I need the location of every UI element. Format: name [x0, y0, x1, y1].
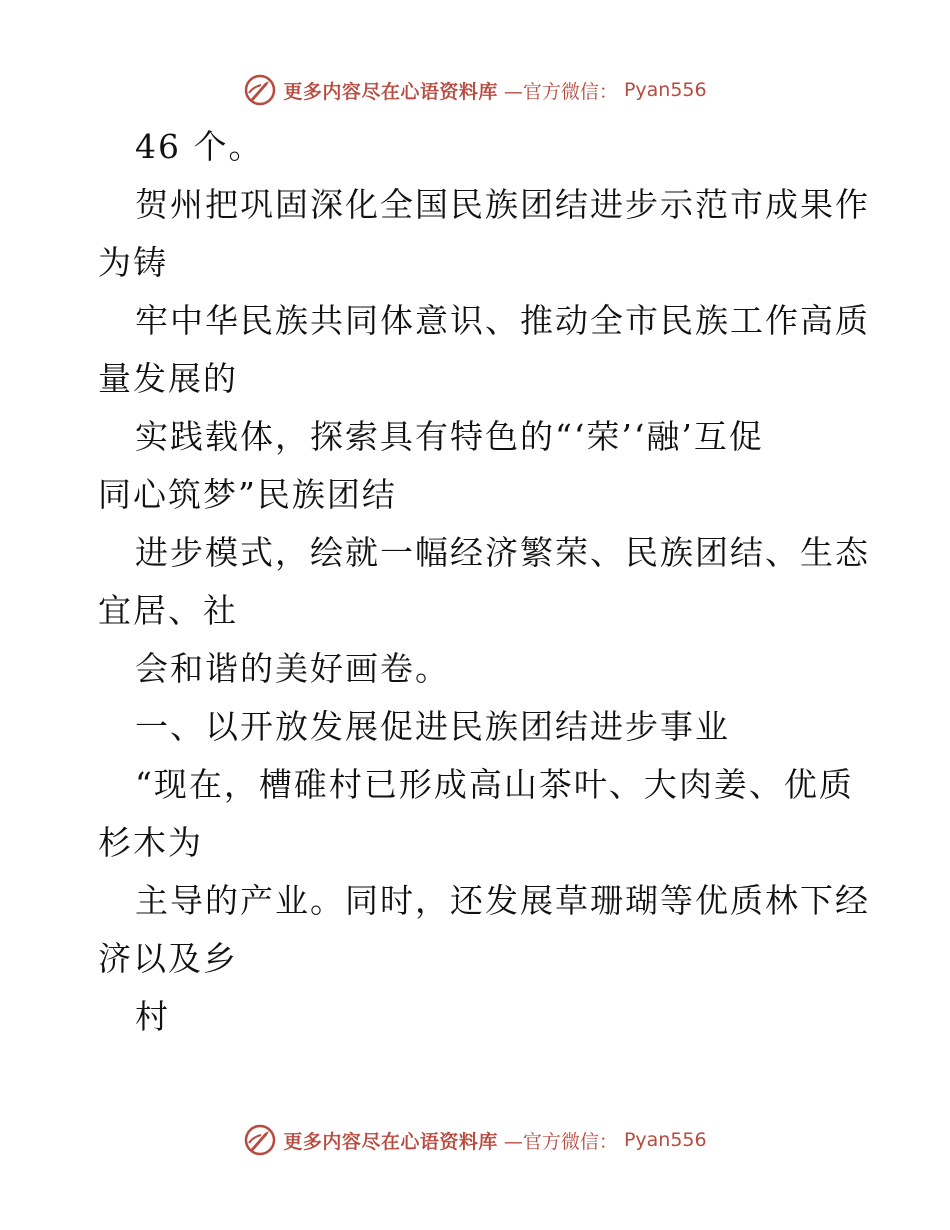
watermark-footer — [0, 1120, 950, 1160]
text-line: 杉木为 — [98, 823, 203, 862]
watermark-text: 更多内容尽在心语资料库 — [283, 80, 498, 103]
quill-pen-logo-icon — [243, 73, 277, 107]
text-line: 村 — [135, 997, 170, 1036]
section-heading: 一、以开放发展促进民族团结进步事业 — [135, 707, 730, 746]
text-line: 会和谐的美好画卷。 — [135, 649, 450, 688]
text-line: 宜居、社 — [98, 591, 238, 630]
watermark-handle: Pyan556 — [623, 1129, 707, 1151]
watermark-handle: Pyan556 — [623, 79, 707, 101]
watermark-header — [0, 70, 950, 110]
text-line: 同心筑梦”民族团结 — [98, 475, 397, 514]
quill-pen-logo-icon — [243, 1123, 277, 1157]
text-line: “现在，槽碓村已形成高山茶叶、大肉姜、优质 — [135, 765, 854, 804]
text-line: 济以及乡 — [98, 939, 238, 978]
text-line: 为铸 — [98, 243, 168, 282]
text-line: 实践载体，探索具有特色的“‘荣’‘融’互促 — [135, 417, 764, 456]
text-line: 贺州把巩固深化全国民族团结进步示范市成果作 — [135, 185, 870, 224]
watermark-separator: —官方微信： — [503, 80, 618, 103]
text-line: 46 个。 — [135, 127, 264, 166]
text-line: 牢中华民族共同体意识、推动全市民族工作高质 — [135, 301, 870, 340]
text-line: 主导的产业。同时，还发展草珊瑚等优质林下经 — [135, 881, 870, 920]
text-line: 量发展的 — [98, 359, 238, 398]
document-body — [98, 118, 870, 1046]
watermark-separator: —官方微信： — [503, 1130, 618, 1153]
text-line: 进步模式，绘就一幅经济繁荣、民族团结、生态 — [135, 533, 870, 572]
watermark-text: 更多内容尽在心语资料库 — [283, 1130, 498, 1153]
